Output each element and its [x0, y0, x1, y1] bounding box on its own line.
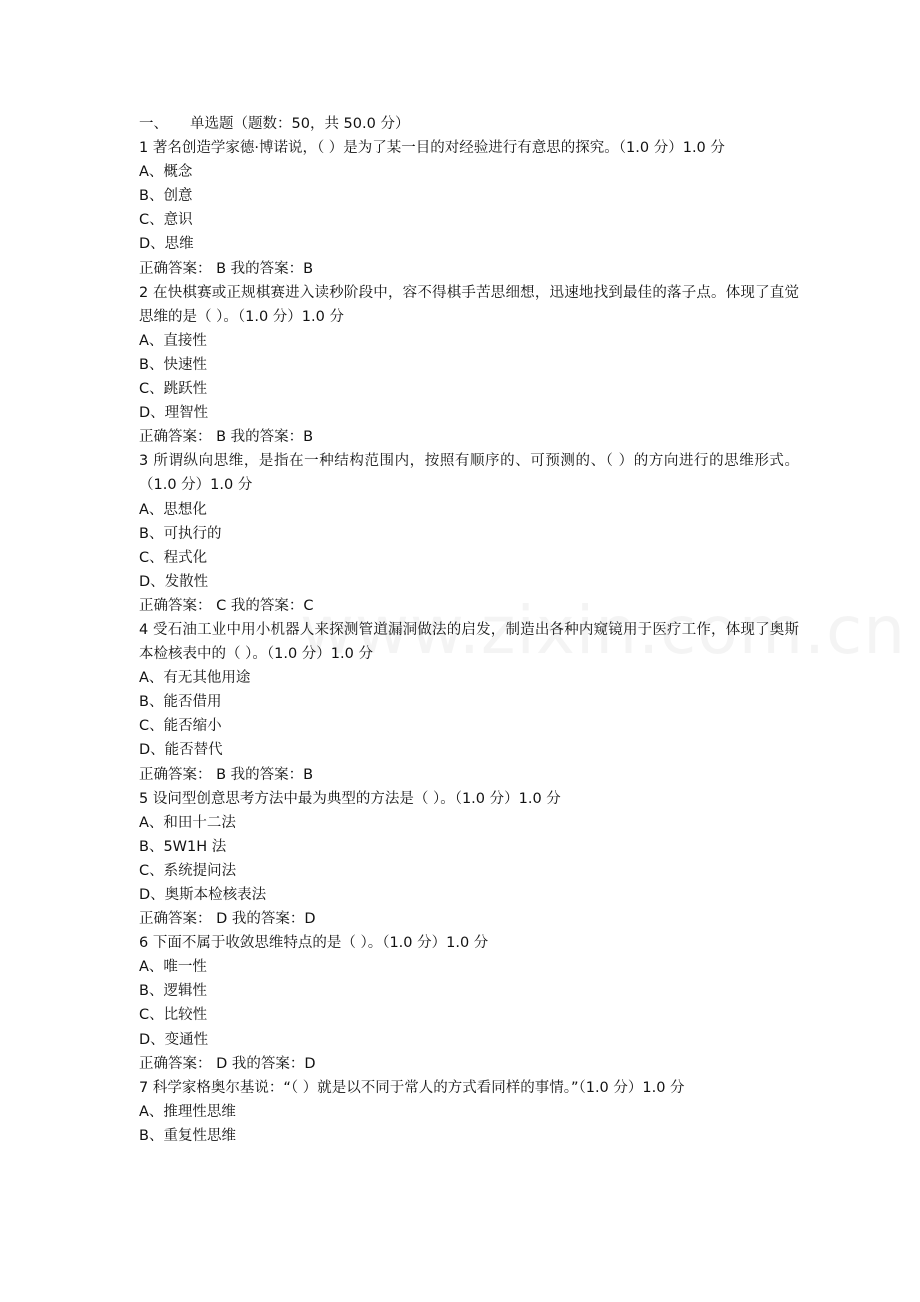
answer-key: 正确答案： C 我的答案：C	[139, 597, 314, 614]
answer-option: C、能否缩小	[139, 718, 222, 735]
answer-option: A、和田十二法	[139, 814, 236, 831]
answer-option: B、能否借用	[139, 694, 222, 711]
question-stem: 1 著名创造学家德·博诺说，（ ）是为了某一目的对经验进行有意思的探究。（1.0 分）1.0 分	[139, 140, 725, 157]
answer-option: A、推理性思维	[139, 1103, 236, 1120]
answer-option: D、发散性	[139, 573, 209, 590]
answer-option: C、跳跃性	[139, 381, 208, 398]
question-stem: 7 科学家格奥尔基说：“（ ）就是以不同于常人的方式看同样的事情。”（1.0 分）1.0 分	[139, 1079, 685, 1096]
document-body	[139, 112, 799, 1148]
section-number: 一、	[139, 116, 168, 132]
answer-option: D、思维	[139, 236, 194, 253]
answer-option: A、有无其他用途	[139, 670, 251, 687]
answer-option: B、逻辑性	[139, 983, 207, 1000]
question-item	[139, 281, 799, 450]
answer-option: A、直接性	[139, 332, 207, 349]
question-item	[139, 787, 799, 932]
answer-option: C、系统提问法	[139, 862, 237, 879]
answer-key: 正确答案： B 我的答案：B	[139, 429, 314, 446]
question-item	[139, 449, 799, 618]
answer-option: A、概念	[139, 164, 193, 181]
question-stem: 5 设问型创意思考方法中最为典型的方法是（ ）。（1.0 分）1.0 分	[139, 790, 561, 807]
question-item	[139, 931, 799, 1076]
question-list	[139, 136, 799, 1148]
answer-option: D、理智性	[139, 405, 209, 422]
section-header	[139, 112, 799, 136]
answer-option: B、5W1H 法	[139, 838, 227, 855]
answer-option: A、唯一性	[139, 959, 207, 976]
answer-option: D、奥斯本检核表法	[139, 887, 267, 903]
section-title: 单选题（题数：50，共 50.0 分）	[190, 116, 410, 132]
question-stem: 2 在快棋赛或正规棋赛进入读秒阶段中，容不得棋手苦思细想，迅速地找到最佳的落子点。体现了直觉思维的是（ ）。（1.0 分）1.0 分	[139, 284, 799, 325]
answer-key: 正确答案： D 我的答案：D	[139, 1055, 316, 1072]
answer-key: 正确答案： B 我的答案：B	[139, 766, 314, 783]
question-stem: 3 所谓纵向思维，是指在一种结构范围内，按照有顺序的、可预测的、（ ）的方向进行的思维形式。（1.0 分）1.0 分	[139, 453, 799, 494]
answer-option: D、能否替代	[139, 742, 223, 759]
question-item	[139, 618, 799, 787]
answer-option: B、创意	[139, 188, 193, 205]
answer-option: C、比较性	[139, 1007, 208, 1024]
answer-option: B、重复性思维	[139, 1127, 236, 1144]
answer-option: D、变通性	[139, 1031, 209, 1048]
question-item	[139, 136, 799, 281]
answer-option: B、快速性	[139, 356, 207, 373]
answer-option: C、意识	[139, 212, 193, 229]
answer-key: 正确答案： D 我的答案：D	[139, 911, 316, 928]
question-stem: 6 下面不属于收敛思维特点的是（ ）。（1.0 分）1.0 分	[139, 935, 489, 952]
answer-option: A、思想化	[139, 501, 207, 518]
answer-option: B、可执行的	[139, 525, 222, 542]
question-stem: 4 受石油工业中用小机器人来探测管道漏洞做法的启发，制造出各种内窥镜用于医疗工作，体现了奥斯本检核表中的（ ）。（1.0 分）1.0 分	[139, 621, 799, 663]
answer-option: C、程式化	[139, 549, 208, 566]
question-item	[139, 1076, 799, 1148]
answer-key: 正确答案： B 我的答案：B	[139, 260, 314, 277]
